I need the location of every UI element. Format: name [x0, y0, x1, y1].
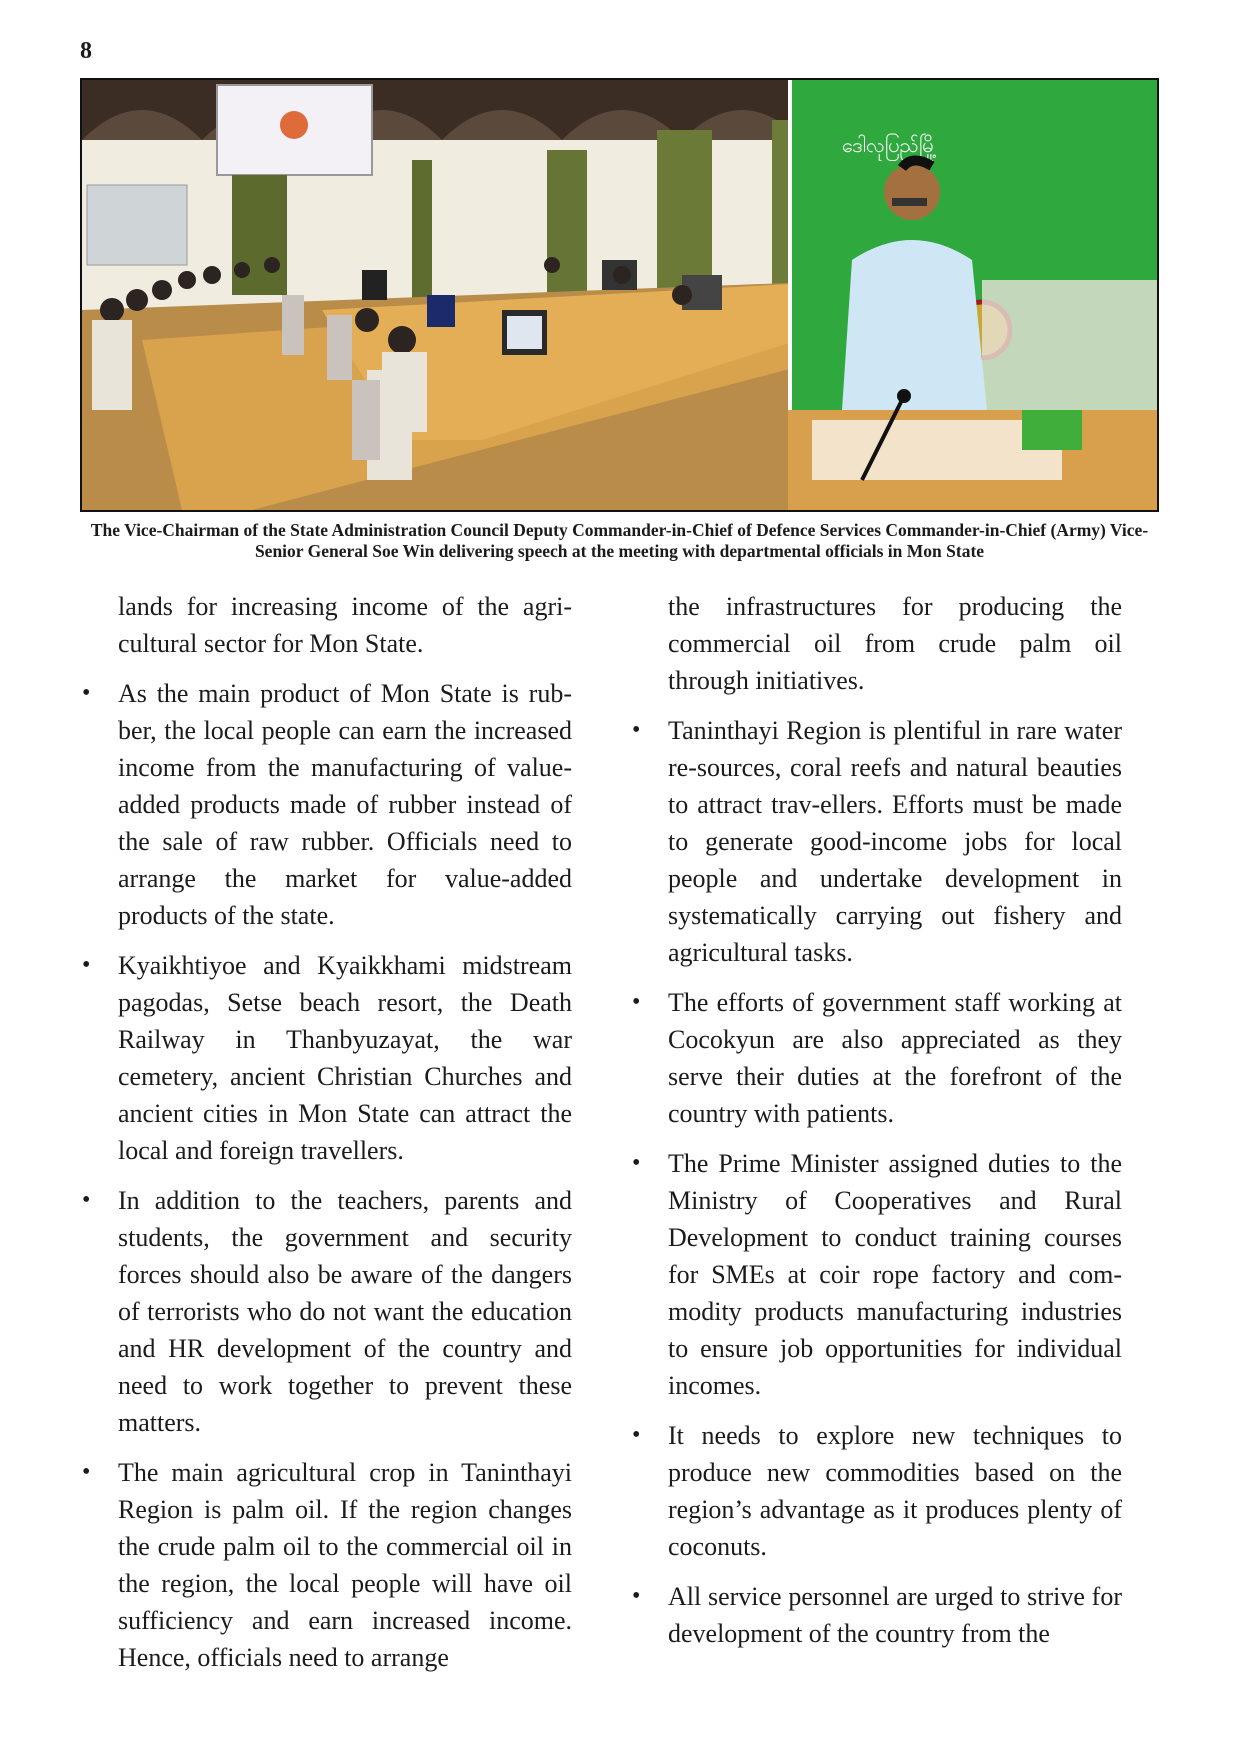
bullet-item: • The main agricultural crop in Taninthayi Region is palm oil. If the region changes the crude palm oil to the commercial oil in the region, the local people will have oil sufficiency and earn increased income. Hence, officials need to arrange — [82, 1454, 572, 1676]
right-column — [632, 588, 1122, 1665]
bullet-item: • As the main product of Mon State is rubber, the local people can earn the increased income from the manufacturing of value-added products made of rubber instead of the sale of raw rubber. Officials need to arrange the market for value-added products of the state. — [82, 675, 572, 934]
bullet-item: • In addition to the teachers, parents and students, the government and security forces should also be aware of the dangers of terrorists who do not want the education and HR development of the country and need to work together to prevent these matters. — [82, 1182, 572, 1441]
page-number: 8 — [80, 38, 92, 64]
bullet-item: • The efforts of government staff working at Cocokyun are also appreciated as they serve their duties at the forefront of the country with patients. — [632, 984, 1122, 1132]
meeting-photo — [80, 78, 1159, 512]
meeting-photo-illustration — [82, 80, 1157, 510]
left-bullet-list — [82, 675, 572, 1676]
right-continuation-text: the infrastructures for producing the commercial oil from crude palm oil through initiatives. — [668, 592, 1122, 695]
bullet-item: • Taninthayi Region is plentiful in rare water re-sources, coral reefs and natural beauties to attract trav-ellers. Efforts must be made to generate good-income jobs for local people and undertake development in systematically carrying out fishery and agricultural tasks. — [632, 712, 1122, 971]
right-bullet-list — [632, 712, 1122, 1652]
left-continuation-text: lands for increasing income of the agricultural sector for Mon State. — [118, 592, 572, 658]
bullet-item: • All service personnel are urged to strive for development of the country from the — [632, 1578, 1122, 1652]
bullet-item: • It needs to explore new techniques to produce new commodities based on the region’s advantage as it produces plenty of coconuts. — [632, 1417, 1122, 1565]
bullet-item: • The Prime Minister assigned duties to the Ministry of Cooperatives and Rural Development to conduct training courses for SMEs at coir rope factory and commodity products manufacturing industries to ensure job opportunities for individual incomes. — [632, 1145, 1122, 1404]
bullet-item: • Kyaikhtiyoe and Kyaikkhami midstream pagodas, Setse beach resort, the Death Railway in Thanbyuzayat, the war cemetery, ancient Christian Churches and ancient cities in Mon State can attract the local and foreign travellers. — [82, 947, 572, 1169]
sign-text: ဒေါလုပြည်မြို့ — [842, 133, 937, 157]
photo-caption: The Vice-Chairman of the State Administration Council Deputy Commander-in-Chief of Defence Services Commander-in-Chief (Army) Vice-Senior General Soe Win delivering speech at the meeting with departmental officials in Mon State — [90, 520, 1149, 561]
left-column — [82, 588, 572, 1689]
